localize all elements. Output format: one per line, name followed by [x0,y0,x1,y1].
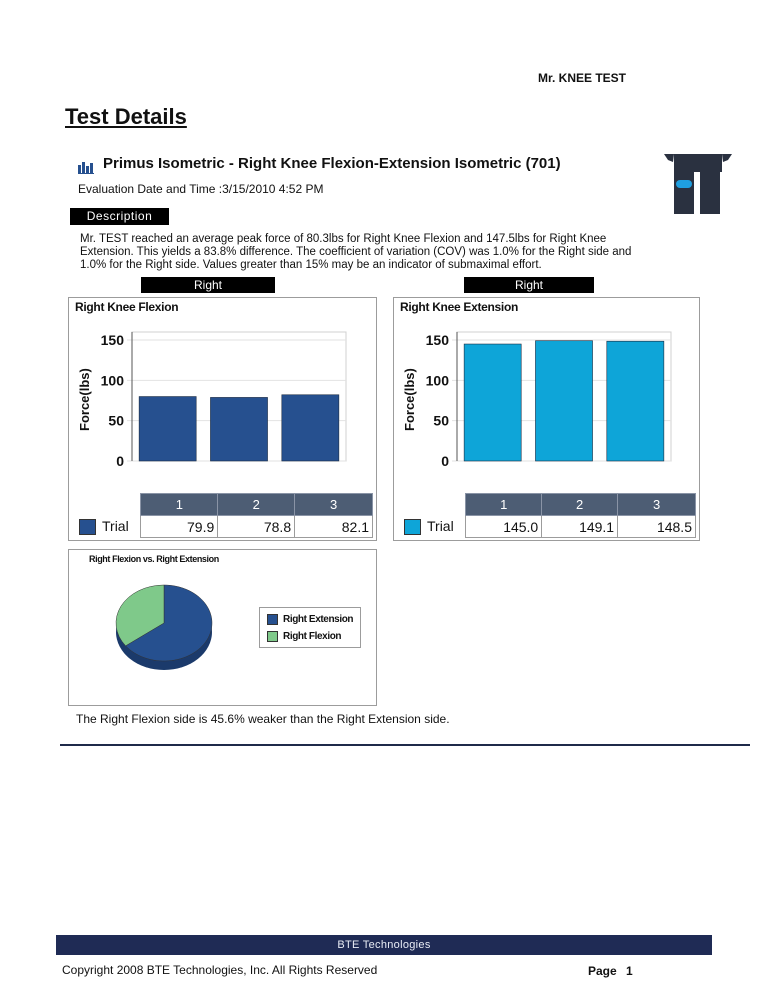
pie-chart-panel [68,549,377,706]
trial-value: 82.1 [295,516,373,538]
description-text [80,233,680,272]
trial-header: 2 [542,494,618,516]
pie-legend [259,607,361,648]
y-tick-label: 150 [100,332,124,348]
patient-name: Mr. KNEE TEST [538,71,627,85]
divider [60,744,750,746]
trial-value: 149.1 [542,516,618,538]
y-tick-label: 100 [425,372,449,389]
description-tab: Description [70,208,169,225]
y-tick-label: 50 [433,412,449,429]
legend-swatch [79,519,96,535]
trial-header: 1 [466,494,542,516]
y-tick-label: 50 [108,412,124,429]
flexion-y-axis-label: Force(lbs) [77,368,92,431]
series-name: Trial [427,517,454,534]
bar [139,397,196,461]
copyright-text: Copyright 2008 BTE Technologies, Inc. All Rights Reserved [62,963,378,977]
pie-chart-title: Right Flexion vs. Right Extension [89,554,219,564]
description-line: 1.0% for the Right side. Values greater than 15% may be an indicator of submaximal effort. [80,259,542,271]
extension-chart-panel [393,297,700,541]
section-title: Test Details [65,104,187,129]
bar [282,395,339,461]
description-line: Extension. This yields a 83.8% difference. The coefficient of variation (COV) was 1.0% for the Right side and [80,246,632,258]
legend-swatch [267,631,278,642]
extension-y-axis-label: Force(lbs) [402,368,417,431]
trial-value: 148.5 [618,516,696,538]
evaluation-date: Evaluation Date and Time :3/15/2010 4:52 PM [78,182,324,196]
trial-header: 3 [295,494,373,516]
flexion-chart-title: Right Knee Flexion [75,300,179,314]
flexion-side-tab: Right [141,277,275,293]
legend-swatch [267,614,278,625]
page-number: 1 [626,964,633,978]
flexion-trial-table [73,493,373,538]
bar [210,397,267,461]
trial-value: 145.0 [466,516,542,538]
trial-header: 1 [141,494,218,516]
pie-chart [114,578,234,678]
trial-header: 3 [618,494,696,516]
extension-bar-chart [394,298,699,493]
test-title: Primus Isometric - Right Knee Flexion-Extension Isometric (701) [103,155,561,172]
conclusion-text: The Right Flexion side is 45.6% weaker than the Right Extension side. [76,712,450,726]
flexion-chart-panel [68,297,377,541]
legend-label: Right Flexion [283,631,342,643]
legend-swatch [404,519,421,535]
bar-chart-icon [78,160,94,174]
y-tick-label: 150 [425,332,449,348]
flexion-bar-chart [69,298,376,493]
extension-trial-table [398,493,696,538]
legend-label: Right Extension [283,614,354,626]
page-label: Page [588,964,617,978]
extension-chart-title: Right Knee Extension [400,300,519,314]
trial-value: 78.8 [218,516,295,538]
bar [535,341,592,461]
y-tick-label: 0 [116,453,124,469]
knee-icon [660,152,736,216]
series-name: Trial [102,517,129,534]
trial-value: 79.9 [141,516,218,538]
extension-side-tab: Right [464,277,594,293]
y-tick-label: 0 [441,453,449,469]
y-tick-label: 100 [100,372,124,389]
bar [464,344,521,461]
bar [607,341,664,461]
description-line: Mr. TEST reached an average peak force of 80.3lbs for Right Knee Flexion and 147.5lbs for Right Knee [80,233,607,245]
footer-company-bar: BTE Technologies [56,935,712,955]
trial-header: 2 [218,494,295,516]
